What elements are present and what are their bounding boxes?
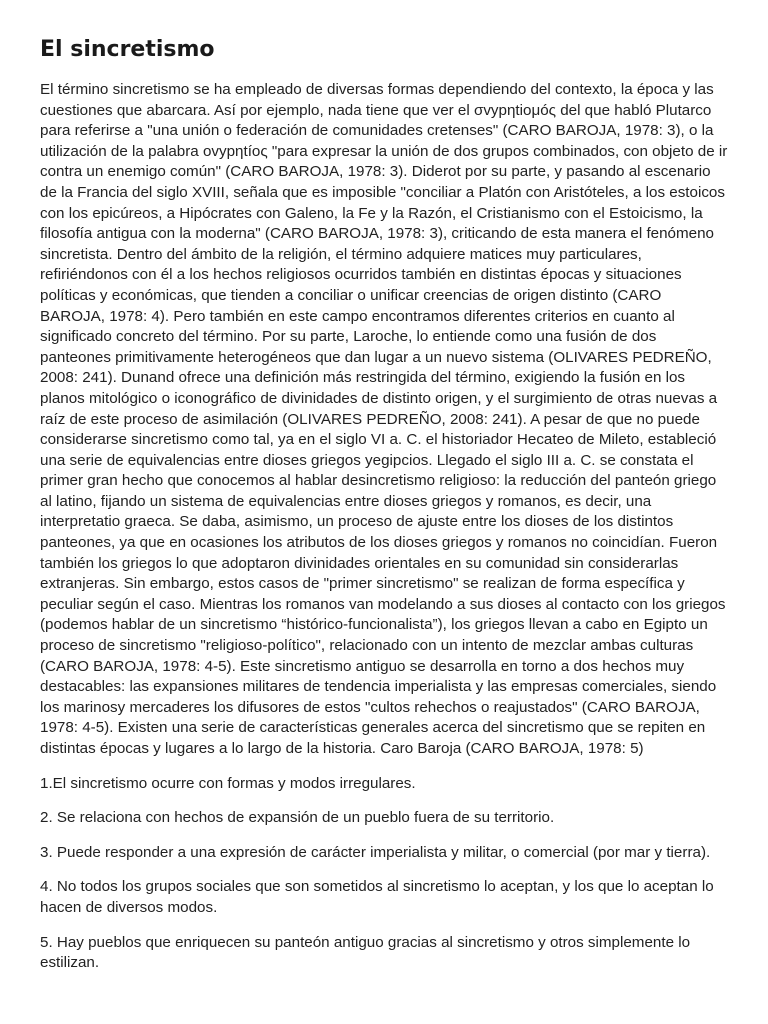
list-item: 2. Se relaciona con hechos de expansión de un pueblo fuera de su territorio.	[40, 809, 555, 827]
list-item: 1.El sincretismo ocurre con formas y modos irregulares.	[40, 774, 416, 792]
list-item: 3. Puede responder a una expresión de carácter imperialista y militar, o comercial (por mar y tierra).	[40, 843, 711, 861]
characteristics-list	[40, 774, 728, 974]
body-paragraph: El término sincretismo se ha empleado de diversas formas dependiendo del contexto, la época y las cuestiones que abarcara. Así por ejemplo, nada tiene que ver el σvypηtioμóς del que habló Plutarco para referirse a "una unión o federación de comunidades cretenses" (CARO BAROJA, 1978: 3), o la utilización de la palabra ovypηtíoς "para expresar la unión de dos grupos combinados, con objeto de ir contra un enemigo común" (CARO BAROJA, 1978: 3). Diderot por su parte, y pasando al escenario de la Francia del siglo XVIII, señala que es imposible "conciliar a Platón con Aristóteles, a los estoicos con los epicúreos, a Hipócrates con Galeno, la Fe y la Razón, el Cristianismo con el Estoicismo, la filosofía antigua con la moderna" (CARO BAROJA, 1978: 3), criticando de esta manera el fenómeno sincretista. Dentro del ámbito de la religión, el término adquiere matices muy particulares, refiriéndonos con él a los hechos religiosos ocurridos también en distintas épocas y situaciones políticas y económicas, que tienden a conciliar o unificar creencias de origen distinto (CARO BAROJA, 1978: 4). Pero también en este campo encontramos diferentes criterios en cuanto al significado concreto del término. Por su parte, Laroche, lo entiende como una fusión de dos panteones primitivamente heterogéneos que dan lugar a un nuevo sistema (OLIVARES PEDREÑO, 2008: 241). Dunand ofrece una definición más restringida del término, exigiendo la fusión en los planos mitológico o iconográfico de divinidades de distinto origen, y el surgimiento de otras nuevas a raíz de este proceso de asimilación (OLIVARES PEDREÑO, 2008: 241). A pesar de que no puede considerarse sincretismo como tal, ya en el siglo VI a. C. el historiador Hecateo de Mileto, estableció una serie de equivalencias entre dioses griegos yegipcios. Llegado el siglo III a. C. se constata el primer gran hecho que conocemos al hablar desincretismo religioso: la reducción del panteón griego al latino, fijando un sistema de equivalencias entre dioses griegos y romanos, es decir, una interpretatio graeca. Se daba, asimismo, un proceso de ajuste entre los dioses de los distintos panteones, ya que en ocasiones los atributos de los dioses griegos y romanos no coincidían. Fueron también los griegos lo que adoptaron divinidades orientales en su comunidad sin considerarlas extranjeras. Sin embargo, estos casos de "primer sincretismo" se realizan de forma específica y peculiar según el caso. Mientras los romanos van modelando a sus dioses al contacto con los griegos (podemos hablar de un sincretismo “histórico-funcionalista”), los griegos llevan a cabo en Egipto un proceso de sincretismo "religioso-político", relacionado con un intento de mezclar ambas culturas (CARO BAROJA, 1978: 4-5). Este sincretismo antiguo se desarrolla en torno a dos hechos muy destacables: las expansiones militares de tendencia imperialista y las empresas comerciales, siendo los marinosy mercaderes los difusores de estos "cultos rehechos o reajustados" (CARO BAROJA, 1978: 4-5). Existen una serie de características generales acerca del sincretismo que se repiten en distintas épocas y lugares a lo largo de la historia. Caro Baroja (CARO BAROJA, 1978: 5)	[40, 81, 728, 757]
list-item: 5. Hay pueblos que enriquecen su panteón antiguo gracias al sincretismo y otros simplemente lo estilizan.	[40, 933, 691, 972]
page-title: El sincretismo	[40, 37, 215, 62]
list-item: 4. No todos los grupos sociales que son sometidos al sincretismo lo aceptan, y los que lo aceptan lo hacen de diversos modos.	[40, 878, 714, 916]
